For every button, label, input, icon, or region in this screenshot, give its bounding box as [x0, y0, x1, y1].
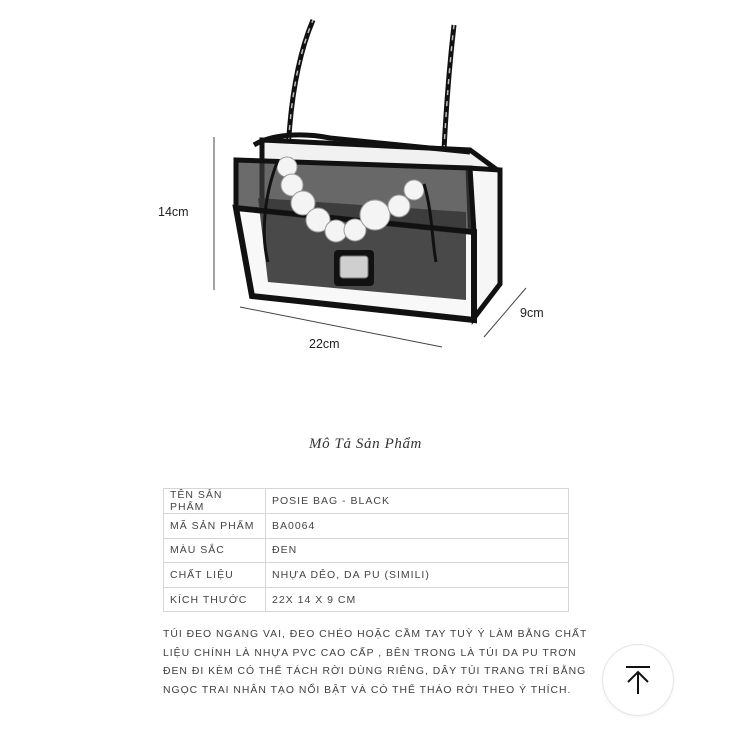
spec-value: POSIE BAG - BLACK — [266, 489, 569, 514]
width-label: 22cm — [309, 337, 340, 351]
spec-label: MÃ SẢN PHẨM — [164, 514, 266, 539]
spec-label: KÍCH THƯỚC — [164, 587, 266, 612]
section-title: Mô Tả Sản Phẩm — [309, 436, 422, 452]
table-row — [164, 514, 569, 539]
spec-value: 22X 14 X 9 CM — [266, 587, 569, 612]
spec-value: BA0064 — [266, 514, 569, 539]
arrow-up-to-line-icon — [623, 664, 653, 696]
chain-strap — [288, 20, 454, 152]
spec-label: MÀU SẮC — [164, 538, 266, 563]
spec-table — [163, 488, 569, 612]
back-to-top-button[interactable] — [603, 645, 673, 715]
depth-label: 9cm — [520, 306, 544, 320]
spec-value: NHỰA DẺO, DA PU (SIMILI) — [266, 563, 569, 588]
spec-label: CHẤT LIỆU — [164, 563, 266, 588]
table-row — [164, 489, 569, 514]
table-row — [164, 538, 569, 563]
height-label: 14cm — [158, 205, 189, 219]
spec-value: ĐEN — [266, 538, 569, 563]
table-row — [164, 563, 569, 588]
product-description: TÚI ĐEO NGANG VAI, ĐEO CHÉO HOẶC CẦM TAY TUỲ Ý LÀM BẰNG CHẤT LIỆU CHÍNH LÀ NHỰA PVC CAO CẤP , BÊN TRONG LÀ TÚI DA PU TRƠN ĐEN ĐI KÈM CÓ THỂ TÁCH RỜI DÙNG RIÊNG, DÂY TÚI TRANG TRÍ BẰNG NGỌC TRAI NHÂN TẠO NỔI BẬT VÀ CÓ THỂ THÁO RỜI THEO Ý THÍCH. — [163, 629, 588, 696]
table-row — [164, 587, 569, 612]
spec-label: TÊN SẢN PHẨM — [164, 489, 266, 514]
